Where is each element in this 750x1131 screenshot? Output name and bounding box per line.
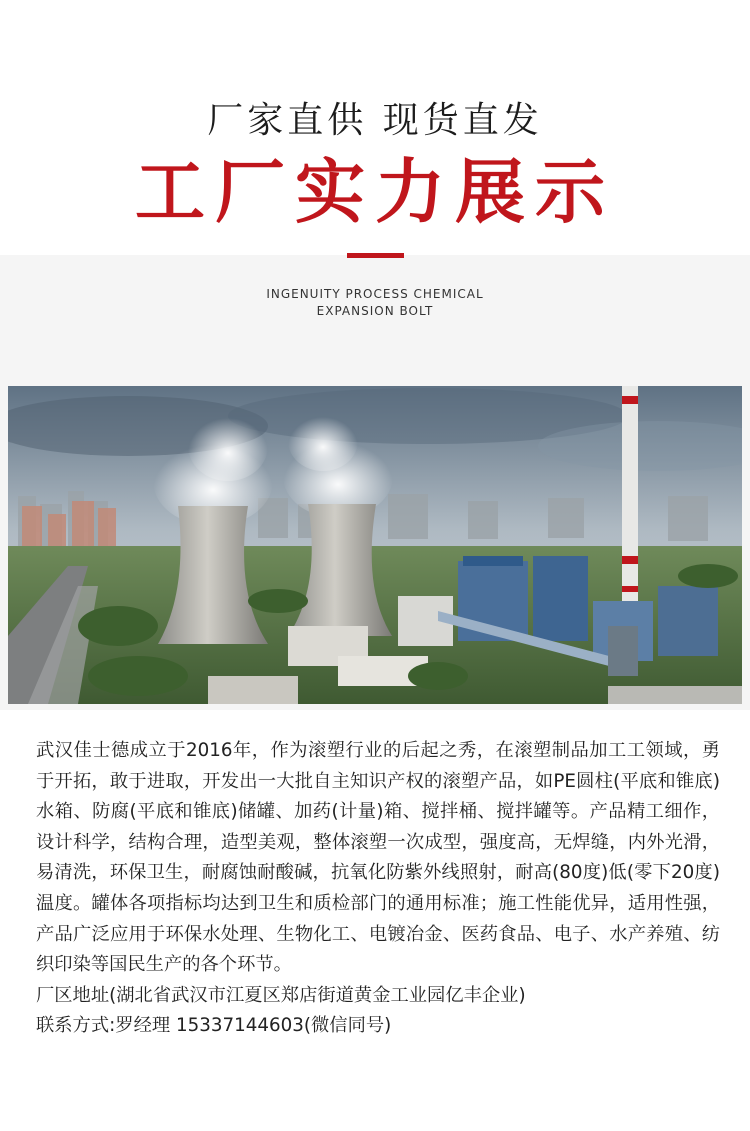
page-title: 工厂实力展示: [135, 151, 615, 233]
company-description-block: [36, 736, 720, 1042]
english-tagline-line2: EXPANSION BOLT: [316, 304, 434, 318]
company-description: 武汉佳士德成立于2016年，作为滚塑行业的后起之秀，在滚塑制品加工工领域，勇于开拓，敢于进取，开发出一大批自主知识产权的滚塑产品，如PE圆柱(平底和锥底)水箱、防腐(平底和锥底)储罐、加药(计量)箱、搅拌桶、搅拌罐等。产品精工细作，设计科学，结构合理，造型美观，整体滚塑一次成型，强度高，无焊缝，内外光滑，易清洗，环保卫生，耐腐蚀耐酸碱，抗氧化防紫外线照射，耐高(80度)低(零下20度)温度。罐体各项指标均达到卫生和质检部门的通用标准；施工性能优异，适用性强，产品广泛应用于环保水处理、生物化工、电镀冶金、医药食品、电子、水产养殖、纺织印染等国民生产的各个环节。: [36, 740, 720, 976]
title-underline: [347, 253, 404, 258]
english-tagline-line1: INGENUITY PROCESS CHEMICAL: [266, 287, 484, 301]
contact-info: 联系方式:罗经理 15337144603(微信同号): [36, 1015, 392, 1037]
english-tagline: [0, 286, 750, 320]
header-subtitle: 厂家直供 现货直发: [207, 100, 543, 141]
factory-address: 厂区地址(湖北省武汉市江夏区郑店街道黄金工业园亿丰企业): [36, 984, 526, 1006]
industrial-plant-photo: [8, 386, 742, 704]
